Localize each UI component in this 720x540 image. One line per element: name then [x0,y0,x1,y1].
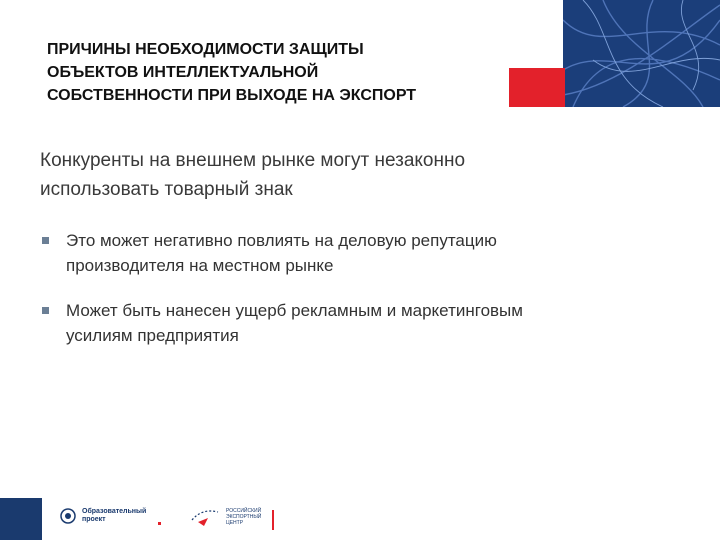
bullet-1-line-2: производителя на местном рынке [66,256,334,275]
lead-line-1: Конкуренты на внешнем рынке могут незаконно [40,150,466,171]
bullet-2-line-1: Может быть нанесен ущерб рекламным и маркетинговым [66,301,523,320]
bullet-item [40,228,680,278]
bullet-list [40,228,680,368]
lead-line-2: использовать товарный знак [40,179,293,200]
export-center-logo-icon [190,506,222,530]
globe-logo-icon [60,508,76,524]
logo1-line-2: проект [82,516,106,523]
slide-title [47,38,547,107]
title-line-1: ПРИЧИНЫ НЕОБХОДИМОСТИ ЗАЩИТЫ [47,41,364,58]
bullet-marker-icon [42,307,49,314]
lead-statement [40,146,660,204]
bullet-2-line-2: усилиям предприятия [66,326,239,345]
decorative-curves-graphic [563,0,720,107]
title-line-3: СОБСТВЕННОСТИ ПРИ ВЫХОДЕ НА ЭКСПОРТ [47,87,417,104]
footer-red-dot [158,522,161,525]
footer-red-divider [272,510,274,530]
title-line-2: ОБЪЕКТОВ ИНТЕЛЛЕКТУАЛЬНОЙ [47,64,319,81]
logo1-line-1: Образовательный [82,508,147,515]
bullet-1-line-1: Это может негативно повлиять на деловую репутацию [66,231,497,250]
accent-red-square [509,68,565,107]
bullet-item [40,298,680,348]
logo2-line-2: ЭКСПОРТНЫЙ [226,514,262,520]
logo2-line-1: РОССИЙСКИЙ [226,508,262,514]
bullet-marker-icon [42,237,49,244]
footer-corner-block [0,498,42,540]
logo2-line-3: ЦЕНТР [226,520,244,526]
